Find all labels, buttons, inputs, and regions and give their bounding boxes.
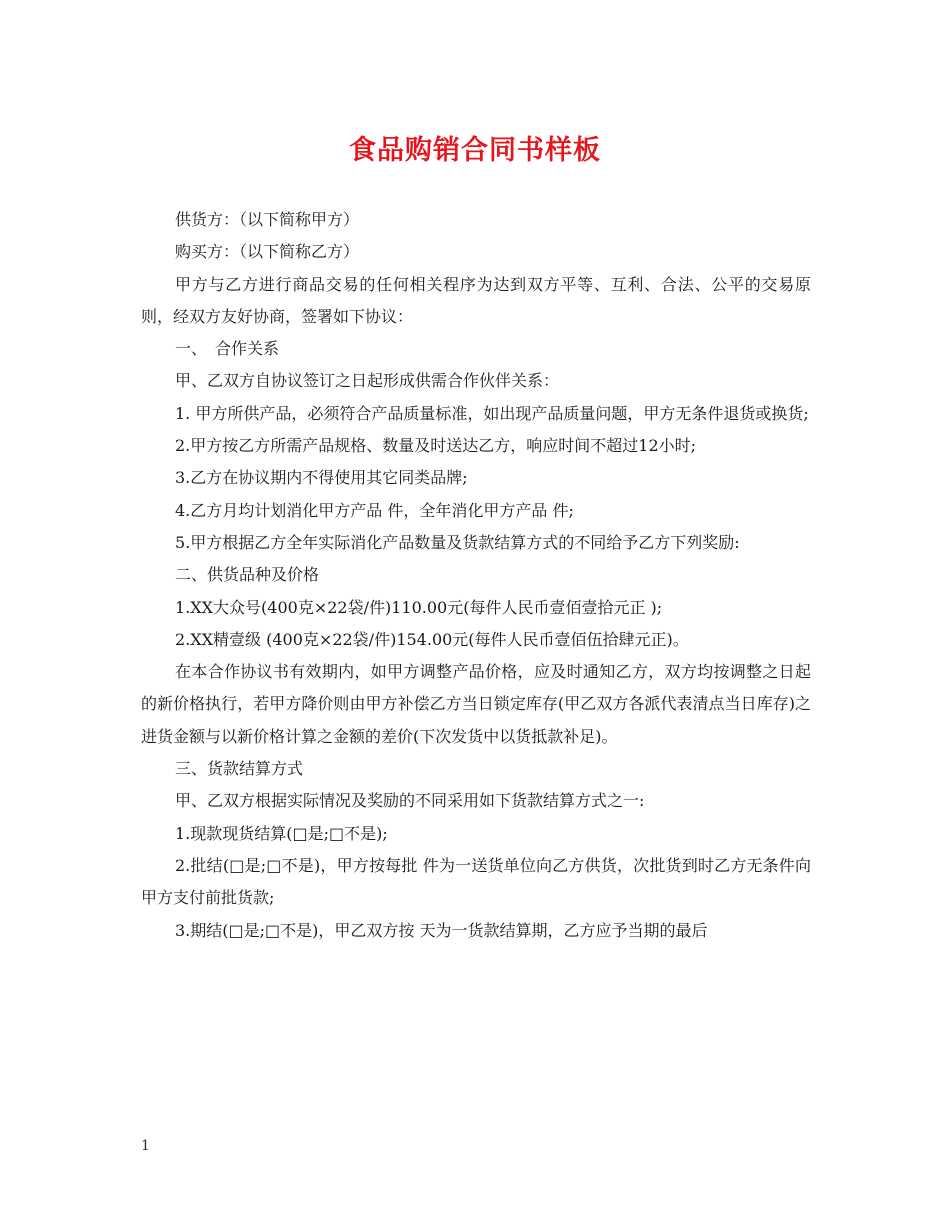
paragraph: 甲、乙双方根据实际情况及奖励的不同采用如下货款结算方式之一:	[175, 791, 645, 811]
settlement-item: 2.批结(□是;□不是)，甲方按每批 件为一送货单位向乙方供货，次批货到时乙方无条件向甲方支付前批货款;	[141, 855, 811, 908]
page-number: 1	[141, 1138, 150, 1154]
product-item: 2.XX精壹级 (400克×22袋/件)154.00元(每件人民币壹佰伍拾肆元正)。	[175, 629, 689, 649]
product-item: 1.XX大众号(400克×22袋/件)110.00元(每件人民币壹佰壹拾元正 );	[175, 597, 663, 617]
clause-item: 2.甲方按乙方所需产品规格、数量及时送达乙方，响应时间不超过12小时;	[175, 436, 697, 456]
paragraph: 甲、乙双方自协议签订之日起形成供需合作伙伴关系：	[175, 371, 560, 391]
settlement-item: 3.期结(□是;□不是)，甲乙双方按 天为一货款结算期，乙方应予当期的最后	[175, 920, 708, 940]
clause-item: 5.甲方根据乙方全年实际消化产品数量及货款结算方式的不同给予乙方下列奖励:	[175, 532, 740, 552]
paragraph-price-adjustment: 在本合作协议书有效期内，如甲方调整产品价格，应及时通知乙方，双方均按调整之日起的新价格执行，若甲方降价则由甲方补偿乙方当日锁定库存(甲乙双方各派代表清点当日库存)之进货金额与以新价格计算之金额的差价(下次发货中以货抵款补足)。	[141, 662, 811, 746]
paragraph-supplier: 供货方：（以下简称甲方）	[175, 210, 360, 229]
section-heading-settlement: 三、货款结算方式	[175, 759, 304, 779]
settlement-item: 1.现款现货结算(□是;□不是);	[175, 823, 388, 843]
paragraph-intro: 甲方与乙方进行商品交易的任何相关程序为达到双方平等、互利、合法、公平的交易原则，经双方友好协商，签署如下协议：	[141, 274, 811, 326]
clause-item: 4.乙方月均计划消化甲方产品 件，全年消化甲方产品 件;	[175, 500, 574, 520]
clause-item: 3.乙方在协议期内不得使用其它同类品牌;	[175, 468, 468, 488]
section-heading-products: 二、供货品种及价格	[175, 565, 320, 585]
section-heading-cooperation: 一、 合作关系	[175, 339, 280, 359]
document-body	[141, 204, 811, 947]
document-title: 食品购销合同书样板	[349, 135, 601, 166]
clause-item: 1. 甲方所供产品，必须符合产品质量标准，如出现产品质量问题，甲方无条件退货或换货;	[175, 403, 809, 423]
paragraph-buyer: 购买方：（以下简称乙方）	[175, 242, 360, 262]
